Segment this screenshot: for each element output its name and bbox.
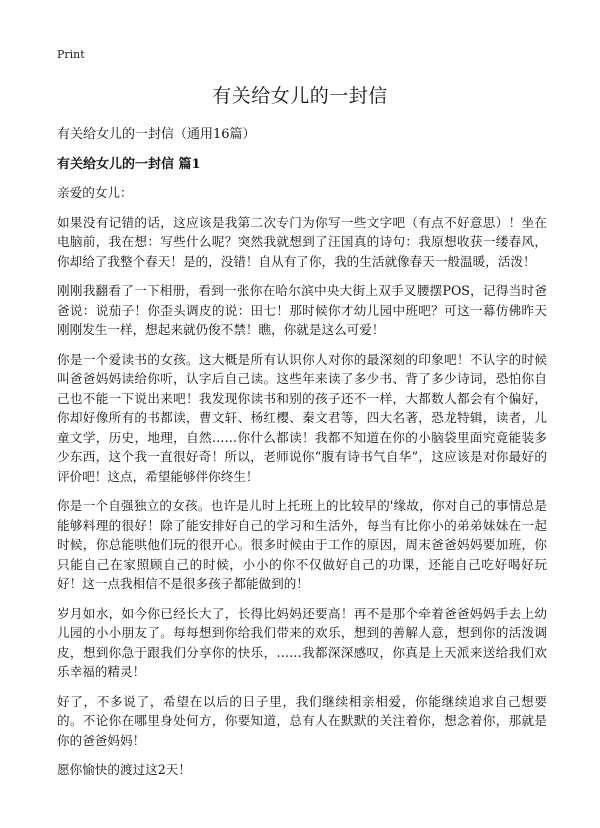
letter-paragraph-2: 刚刚我翻看了一下相册，看到一张你在哈尔滨中央大街上双手叉腰摆POS，记得当时爸爸说：说茄子！你歪头调皮的说：田七！那时候你才幼儿园中班吧？可这一幕仿佛昨天刚刚发生一样，想起来就仍俊不禁！瞧，你就是这么可爱！ [57, 283, 547, 337]
letter-paragraph-6: 好了，不多说了，希望在以后的日子里，我们继续相亲相爱，你能继续追求自己想要的。不论你在哪里身处何方，你要知道，总有人在默默的关注着你，想念着你，那就是你的爸爸妈妈！ [57, 693, 547, 748]
document-subtitle: 有关给女儿的一封信（通用16篇） [57, 127, 256, 142]
letter-body [57, 183, 547, 790]
letter-greeting: 亲爱的女儿： [57, 185, 133, 200]
letter-paragraph-1: 如果没有记错的话，这应该是我第二次专门为你写一些文字吧（有点不好意思）！坐在电脑前，我在想：写些什么呢？突然我就想到了汪国真的诗句：我原想收获一缕春风，你却给了我整个春天！是的，没错！自从有了你，我的生活就像春天一般温暖，活泼！ [57, 214, 547, 269]
letter-paragraph-4: 你是一个自强独立的女孩。也许是儿时上托班上的比较早的'缘故，你对自己的事情总是能够料理的很好！除了能安排好自己的学习和生活外，每当有比你小的弟弟妹妹在一起时候，你总能哄他们玩的很开心。很多时候由于工作的原因，周末爸爸妈妈要加班，你只能自己在家照顾自己的时候，小小的你不仅做好自己的功课，还能自己吃好喝好玩好！这一点我相信不是很多孩子都能做到的！ [57, 498, 547, 591]
letter-paragraph-3: 你是一个爱读书的女孩。这大概是所有认识你人对你的最深刻的印象吧！不认字的时候叫爸爸妈妈读给你听，认字后自己读。这些年来读了多少书、背了多少诗词，恐怕你自己也不能一下说出来吧！我发现你读书和别的孩子还不一样，大都数人都会有个偏好，你却好像所有的书都读，曹文轩、杨红樱、秦文君等，四大名著，恐龙特辑，读者，儿童文学，历史，地理，自然……你什么都读！我都不知道在你的小脑袋里面究竟能装多少东西，这个我一直很好奇！所以，老师说你“腹有诗书气自华”，这应该是对你最好的评价吧！这点，希望能够伴你终生！ [57, 351, 547, 484]
section-heading: 有关给女儿的一封信 篇1 [57, 157, 201, 172]
print-link[interactable]: Print [57, 48, 85, 61]
letter-paragraph-5: 岁月如水，如今你已经长大了，长得比妈妈还要高！再不是那个牵着爸爸妈妈手去上幼儿园的小小朋友了。每每想到你给我们带来的欢乐，想到的善解人意，想到你的活泼调皮，想到你急于跟我们分享你的快乐，……我都深深感叹，你真是上天派来送给我们欢乐幸福的精灵！ [57, 605, 547, 679]
letter-closing: 愿你愉快的渡过这2天！ [57, 762, 191, 777]
page-title: 有关给女儿的一封信 [212, 85, 388, 107]
